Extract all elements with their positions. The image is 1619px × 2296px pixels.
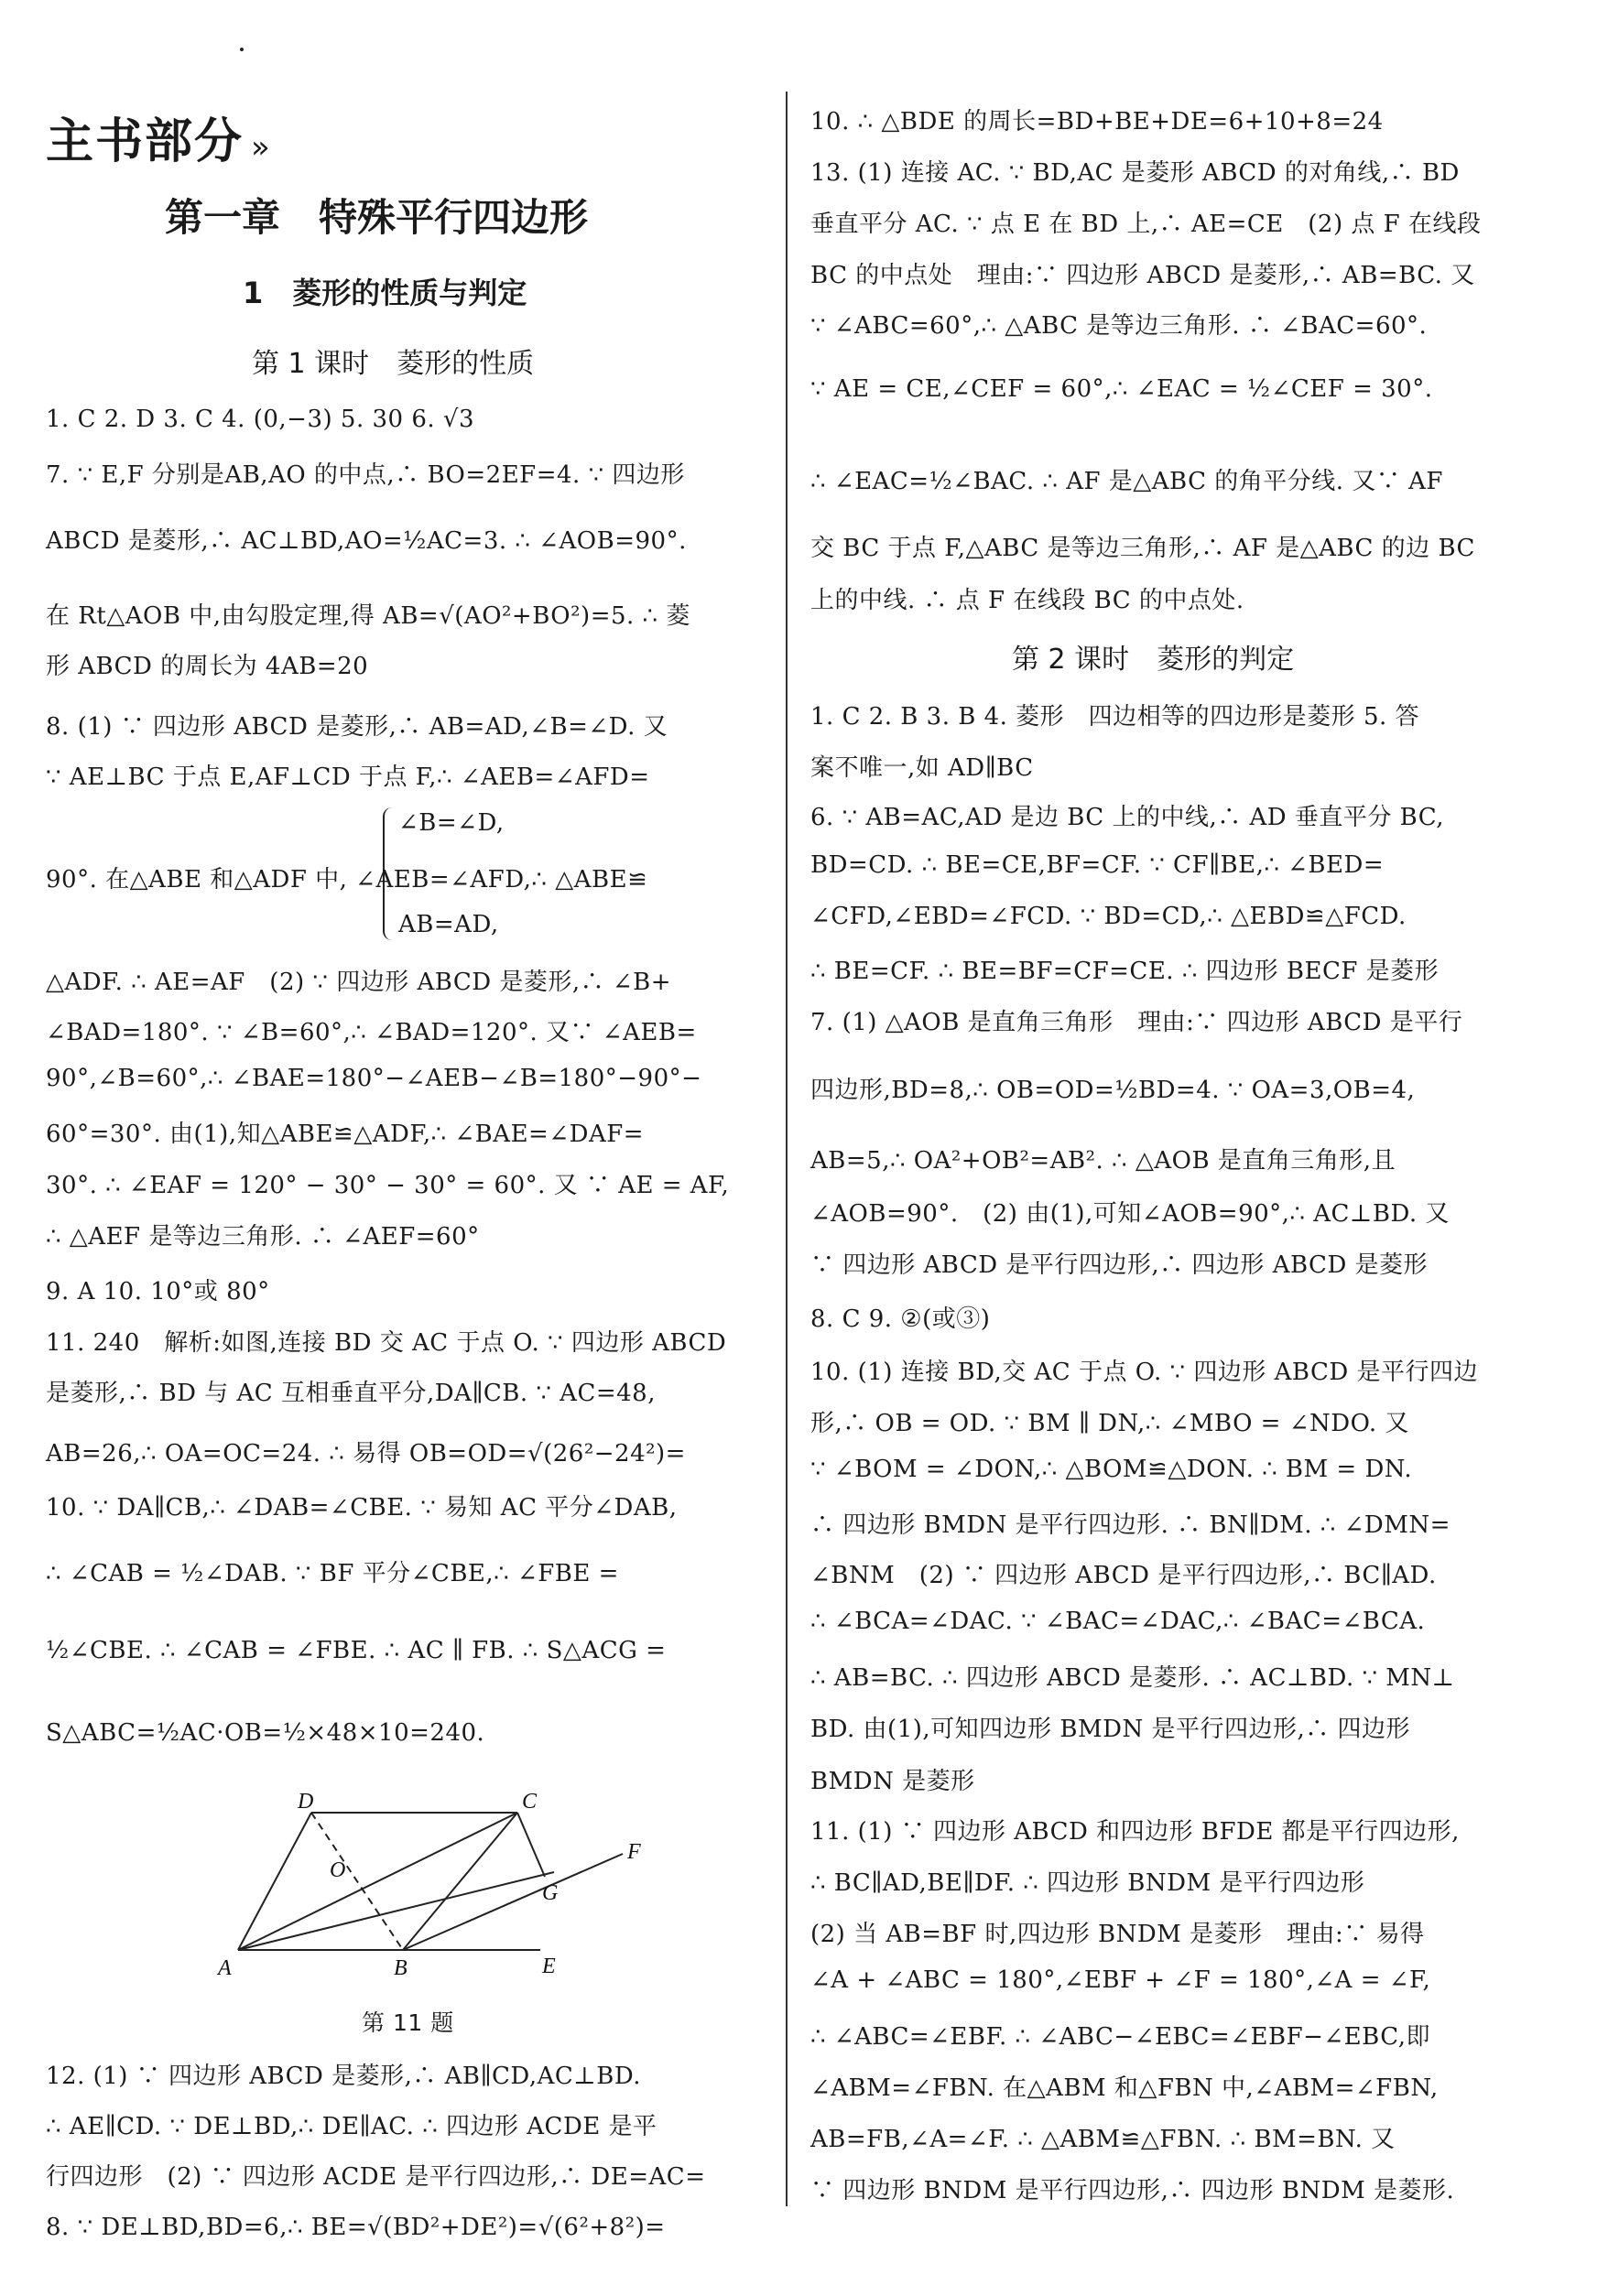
answer-line: ∵ ∠ABC=60°,∴ △ABC 是等边三角形. ∴ ∠BAC=60°.	[810, 312, 1428, 340]
answer-line: 行四边形 (2) ∵ 四边形 ACDE 是平行四边形,∴ DE=AC=	[46, 2163, 706, 2191]
brace-line: AB=AD,	[398, 911, 499, 938]
answer-line: 10. (1) 连接 BD,交 AC 于点 O. ∵ 四边形 ABCD 是平行四边	[810, 1359, 1478, 1386]
answer-line: ∵ 四边形 BNDM 是平行四边形,∴ 四边形 BNDM 是菱形.	[810, 2177, 1455, 2204]
answer-line: ∠AOB=90°. (2) 由(1),可知∠AOB=90°,∴ AC⊥BD. 又	[810, 1200, 1450, 1228]
stray-dot	[240, 48, 244, 51]
answer-line: 11. 240 解析:如图,连接 BD 交 AC 于点 O. ∵ 四边形 ABCD	[46, 1329, 727, 1357]
answer-line: BMDN 是菱形	[810, 1768, 975, 1795]
answer-line: 是菱形,∴ BD 与 AC 互相垂直平分,DA∥CB. ∵ AC=48,	[46, 1380, 656, 1407]
answer-line: 垂直平分 AC. ∵ 点 E 在 BD 上,∴ AE=CE (2) 点 F 在线段	[810, 211, 1482, 238]
answer-line: BD=CD. ∴ BE=CE,BF=CF. ∵ CF∥BE,∴ ∠BED=	[810, 851, 1385, 879]
answer-line: 7. ∵ E,F 分别是AB,AO 的中点,∴ BO=2EF=4. ∵ 四边形	[46, 461, 685, 489]
line-AD	[238, 1813, 311, 1950]
answer-line: 90°. 在△ABE 和△ADF 中, ∠AEB=∠AFD,∴ △ABE≌	[46, 866, 648, 893]
answer-line: ∠BAD=180°. ∵ ∠B=60°,∴ ∠BAD=120°. 又∵ ∠AEB=	[46, 1019, 697, 1046]
label-C: C	[522, 1790, 538, 1814]
answer-line: BD. 由(1),可知四边形 BMDN 是平行四边形,∴ 四边形	[810, 1716, 1411, 1743]
answer-line: 1. C 2. D 3. C 4. (0,−3) 5. 30 6. √3	[46, 406, 474, 433]
answer-line: AB=5,∴ OA²+OB²=AB². ∴ △AOB 是直角三角形,且	[810, 1147, 1396, 1175]
answer-line: 6. ∵ AB=AC,AD 是边 BC 上的中线,∴ AD 垂直平分 BC,	[810, 804, 1444, 831]
label-A: A	[218, 1956, 232, 1980]
answer-line: 1. C 2. B 3. B 4. 菱形 四边相等的四边形是菱形 5. 答	[810, 703, 1420, 731]
answer-line: 7. (1) △AOB 是直角三角形 理由:∵ 四边形 ABCD 是平行	[810, 1009, 1463, 1036]
main-book-label: 主书部分	[46, 114, 244, 169]
answer-line: 8. (1) ∵ 四边形 ABCD 是菱形,∴ AB=AD,∠B=∠D. 又	[46, 713, 668, 741]
answer-line: ∵ AE = CE,∠CEF = 60°,∴ ∠EAC = ½∠CEF = 30°.	[810, 375, 1433, 403]
lesson-title-2: 第 2 课时 菱形的判定	[1012, 644, 1295, 676]
answer-line: ∴ ∠ABC=∠EBF. ∴ ∠ABC−∠EBC=∠EBF−∠EBC,即	[810, 2023, 1430, 2051]
answer-line: 11. (1) ∵ 四边形 ABCD 和四边形 BFDE 都是平行四边形,	[810, 1818, 1460, 1846]
answer-line: 四边形,BD=8,∴ OB=OD=½BD=4. ∵ OA=3,OB=4,	[810, 1077, 1416, 1104]
answer-line: ∴ AE∥CD. ∵ DE⊥BD,∴ DE∥AC. ∴ 四边形 ACDE 是平	[46, 2113, 657, 2140]
answer-line: 上的中线. ∴ 点 F 在线段 BC 的中点处.	[810, 587, 1244, 614]
answer-line: ½∠CBE. ∴ ∠CAB = ∠FBE. ∴ AC ∥ FB. ∴ S△ACG =	[46, 1637, 667, 1664]
answer-line: 10. ∵ DA∥CB,∴ ∠DAB=∠CBE. ∵ 易知 AC 平分∠DAB,	[46, 1494, 678, 1522]
chapter-title: 第一章 特殊平行四边形	[165, 195, 589, 240]
answer-line: ∠ABM=∠FBN. 在△ABM 和△FBN 中,∠ABM=∠FBN,	[810, 2074, 1439, 2102]
answer-line: 90°,∠B=60°,∴ ∠BAE=180°−∠AEB−∠B=180°−90°−	[46, 1065, 702, 1092]
label-G: G	[542, 1881, 559, 1905]
answer-line: 交 BC 于点 F,△ABC 是等边三角形,∴ AF 是△ABC 的边 BC	[810, 535, 1475, 562]
answer-line: ∴ AB=BC. ∴ 四边形 ABCD 是菱形. ∴ AC⊥BD. ∵ MN⊥	[810, 1664, 1455, 1692]
line-AC	[238, 1813, 517, 1950]
answer-line: AB=FB,∠A=∠F. ∴ △ABM≌△FBN. ∴ BM=BN. 又	[810, 2126, 1396, 2153]
answer-line: ∠CFD,∠EBD=∠FCD. ∵ BD=CD,∴ △EBD≌△FCD.	[810, 903, 1407, 930]
answer-line: ∴ 四边形 BMDN 是平行四边形. ∴ BN∥DM. ∴ ∠DMN=	[810, 1511, 1451, 1539]
label-F: F	[627, 1840, 641, 1864]
answer-line: AB=26,∴ OA=OC=24. ∴ 易得 OB=OD=√(26²−24²)=	[46, 1440, 686, 1467]
answer-line: (2) 当 AB=BF 时,四边形 BNDM 是菱形 理由:∵ 易得	[810, 1921, 1425, 1948]
line-CB	[403, 1813, 517, 1950]
answer-line: 形,∴ OB = OD. ∵ BM ∥ DN,∴ ∠MBO = ∠NDO. 又	[810, 1410, 1409, 1437]
answer-line: ∴ ∠CAB = ½∠DAB. ∵ BF 平分∠CBE,∴ ∠FBE =	[46, 1560, 619, 1587]
answer-line: 60°=30°. 由(1),知△ABE≌△ADF,∴ ∠BAE=∠DAF=	[46, 1121, 645, 1148]
answer-line: △ADF. ∴ AE=AF (2) ∵ 四边形 ABCD 是菱形,∴ ∠B+	[46, 969, 672, 996]
answer-line: 30°. ∴ ∠EAF = 120° − 30° − 30° = 60°. 又 ∵ AE = AF,	[46, 1172, 730, 1199]
answer-line: ∴ BC∥AD,BE∥DF. ∴ 四边形 BNDM 是平行四边形	[810, 1869, 1365, 1897]
label-B: B	[394, 1956, 407, 1980]
main-book-heading	[46, 103, 272, 171]
answer-line: ∴ △AEF 是等边三角形. ∴ ∠AEF=60°	[46, 1223, 480, 1251]
brace-line: ∠B=∠D,	[398, 809, 505, 837]
label-D: D	[298, 1790, 314, 1814]
answer-line: 12. (1) ∵ 四边形 ABCD 是菱形,∴ AB∥CD,AC⊥BD.	[46, 2063, 642, 2090]
answer-line: ∠BNM (2) ∵ 四边形 ABCD 是平行四边形,∴ BC∥AD.	[810, 1562, 1437, 1589]
answer-line: ∵ ∠BOM = ∠DON,∴ △BOM≌△DON. ∴ BM = DN.	[810, 1456, 1413, 1483]
answer-line: ∠A + ∠ABC = 180°,∠EBF + ∠F = 180°,∠A = ∠F,	[810, 1966, 1431, 1994]
answer-line: ∵ 四边形 ABCD 是平行四边形,∴ 四边形 ABCD 是菱形	[810, 1251, 1429, 1279]
answer-line: 8. C 9. ②(或③)	[810, 1305, 991, 1333]
answer-line: ∴ ∠BCA=∠DAC. ∵ ∠BAC=∠DAC,∴ ∠BAC=∠BCA.	[810, 1608, 1426, 1635]
lesson-title-1: 第 1 课时 菱形的性质	[252, 348, 535, 380]
column-divider	[786, 92, 788, 2206]
answer-line: ∵ AE⊥BC 于点 E,AF⊥CD 于点 F,∴ ∠AEB=∠AFD=	[46, 764, 650, 791]
answer-line: 10. ∴ △BDE 的周长=BD+BE+DE=6+10+8=24	[810, 108, 1384, 135]
answer-line: ABCD 是菱形,∴ AC⊥BD,AO=½AC=3. ∴ ∠AOB=90°.	[46, 527, 687, 555]
answer-line: 在 Rt△AOB 中,由勾股定理,得 AB=√(AO²+BO²)=5. ∴ 菱	[46, 602, 690, 630]
answer-line: 形 ABCD 的周长为 4AB=20	[46, 653, 369, 680]
line-AG	[238, 1872, 554, 1950]
answer-line: ∴ BE=CF. ∴ BE=BF=CF=CE. ∴ 四边形 BECF 是菱形	[810, 958, 1440, 985]
answer-line: 13. (1) 连接 AC. ∵ BD,AC 是菱形 ABCD 的对角线,∴ BD	[810, 159, 1460, 187]
answer-line: BC 的中点处 理由:∵ 四边形 ABCD 是菱形,∴ AB=BC. 又	[810, 262, 1475, 289]
answer-line: ∴ ∠EAC=½∠BAC. ∴ AF 是△ABC 的角平分线. 又∵ AF	[810, 468, 1443, 495]
line-CG	[517, 1813, 545, 1877]
answer-line: 8. ∵ DE⊥BD,BD=6,∴ BE=√(BD²+DE²)=√(6²+8²)=	[46, 2214, 666, 2241]
section-title: 1 菱形的性质与判定	[243, 276, 527, 310]
double-chevron-icon: »	[251, 129, 272, 166]
figure-q11	[201, 1781, 678, 2009]
label-E: E	[542, 1955, 556, 1978]
figure-caption: 第 11 题	[362, 2009, 454, 2036]
answer-line: S△ABC=½AC·OB=½×48×10=240.	[46, 1719, 485, 1747]
answer-line: 9. A 10. 10°或 80°	[46, 1278, 270, 1305]
label-O: O	[330, 1858, 346, 1882]
answer-line: 案不唯一,如 AD∥BC	[810, 754, 1034, 782]
